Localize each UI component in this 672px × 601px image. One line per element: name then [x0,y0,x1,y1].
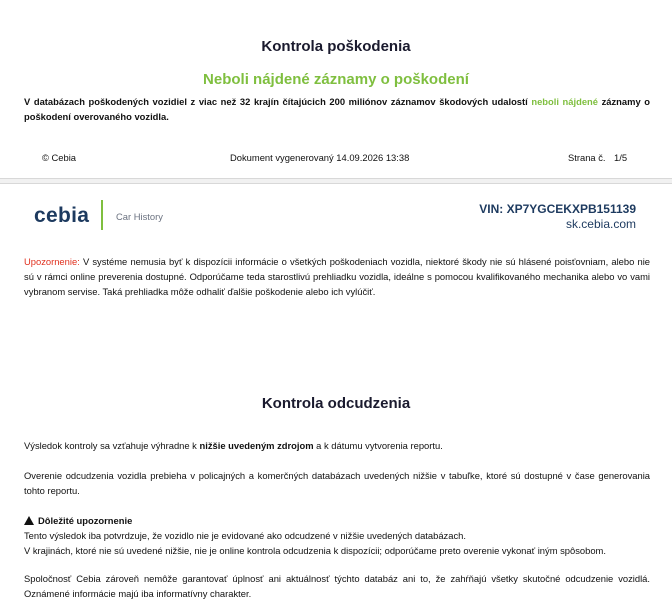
theft-check-title: Kontrola odcudzenia [261,395,411,412]
warning-icon [24,516,34,525]
footer-page-number: 1/5 [614,152,628,163]
cebia-logo: cebia [34,204,90,227]
report-page-2 [0,184,672,601]
site-url: sk.cebia.com [565,217,636,231]
report-page-1 [0,0,672,178]
damage-check-title: Kontrola poškodenia [261,38,411,55]
theft-databases-text: Overenie odcudzenia vozidla prebieha v policajných a komerčných databázach uvedených nižšie v tabuľke, ktoré sú dostupné v čase generovania tohto reportu. [24,470,650,496]
important-notice-heading: Dôležité upozornenie [24,513,650,528]
footer-generated: Dokument vygenerovaný 14.09.2026 13:38 [230,152,410,163]
vin-number: VIN: XP7YGCEKXPB151139 [479,202,636,216]
footer-page-label: Strana č. [568,152,606,163]
damage-notice: Upozornenie: V systéme nemusia byť k dispozícii informácie o všetkých poškodeniach vozidla, niektoré škody nie sú hlásené poisťovniam, alebo nie sú v rámci online preverenia dostupné. Odporúčame teda starostlivú prehliadku vozidla, ideálne s pomocou kvalifikovaného mechanika alebo vo vami vybranom servise. Taká prehliadka môže odhaliť ďalšie poškodenie alebo ich vylúčiť. [24,256,650,297]
logo-divider [101,200,103,230]
important-notice-line-2: V krajinách, ktoré nie sú uvedené nižšie, nie je online kontrola odcudzenia k dispozícii; odporúčame preto overenie vykonať iným spôsobom. [24,545,606,556]
damage-result-title: Neboli nájdené záznamy o poškodení [203,71,469,88]
logo-subtitle: Car History [116,211,163,222]
footer-copyright: © Cebia [42,152,77,163]
damage-result-text: V databázach poškodených vozidiel z viac než 32 krajín čítajúcich 200 miliónov záznamov škodových udalostí neboli nájdené záznamy o poškodení overovaného vozidla. [24,96,650,122]
important-notice-line-1: Tento výsledok iba potvrdzuje, že vozidlo nie je evidované ako odcudzené v nižšie uvedených databázach. [24,530,466,541]
theft-scope-text: Výsledok kontroly sa vzťahuje výhradne k nižšie uvedeným zdrojom a k dátumu vytvorenia reportu. [24,440,443,451]
cebia-disclaimer: Spoločnosť Cebia zároveň nemôže garantovať úplnosť ani aktuálnosť týchto databáz ani to, že zahŕňajú všetky skutočné odcudzenie vozidlá. Oznámené informácie majú iba informatívny charakter. [24,573,650,599]
